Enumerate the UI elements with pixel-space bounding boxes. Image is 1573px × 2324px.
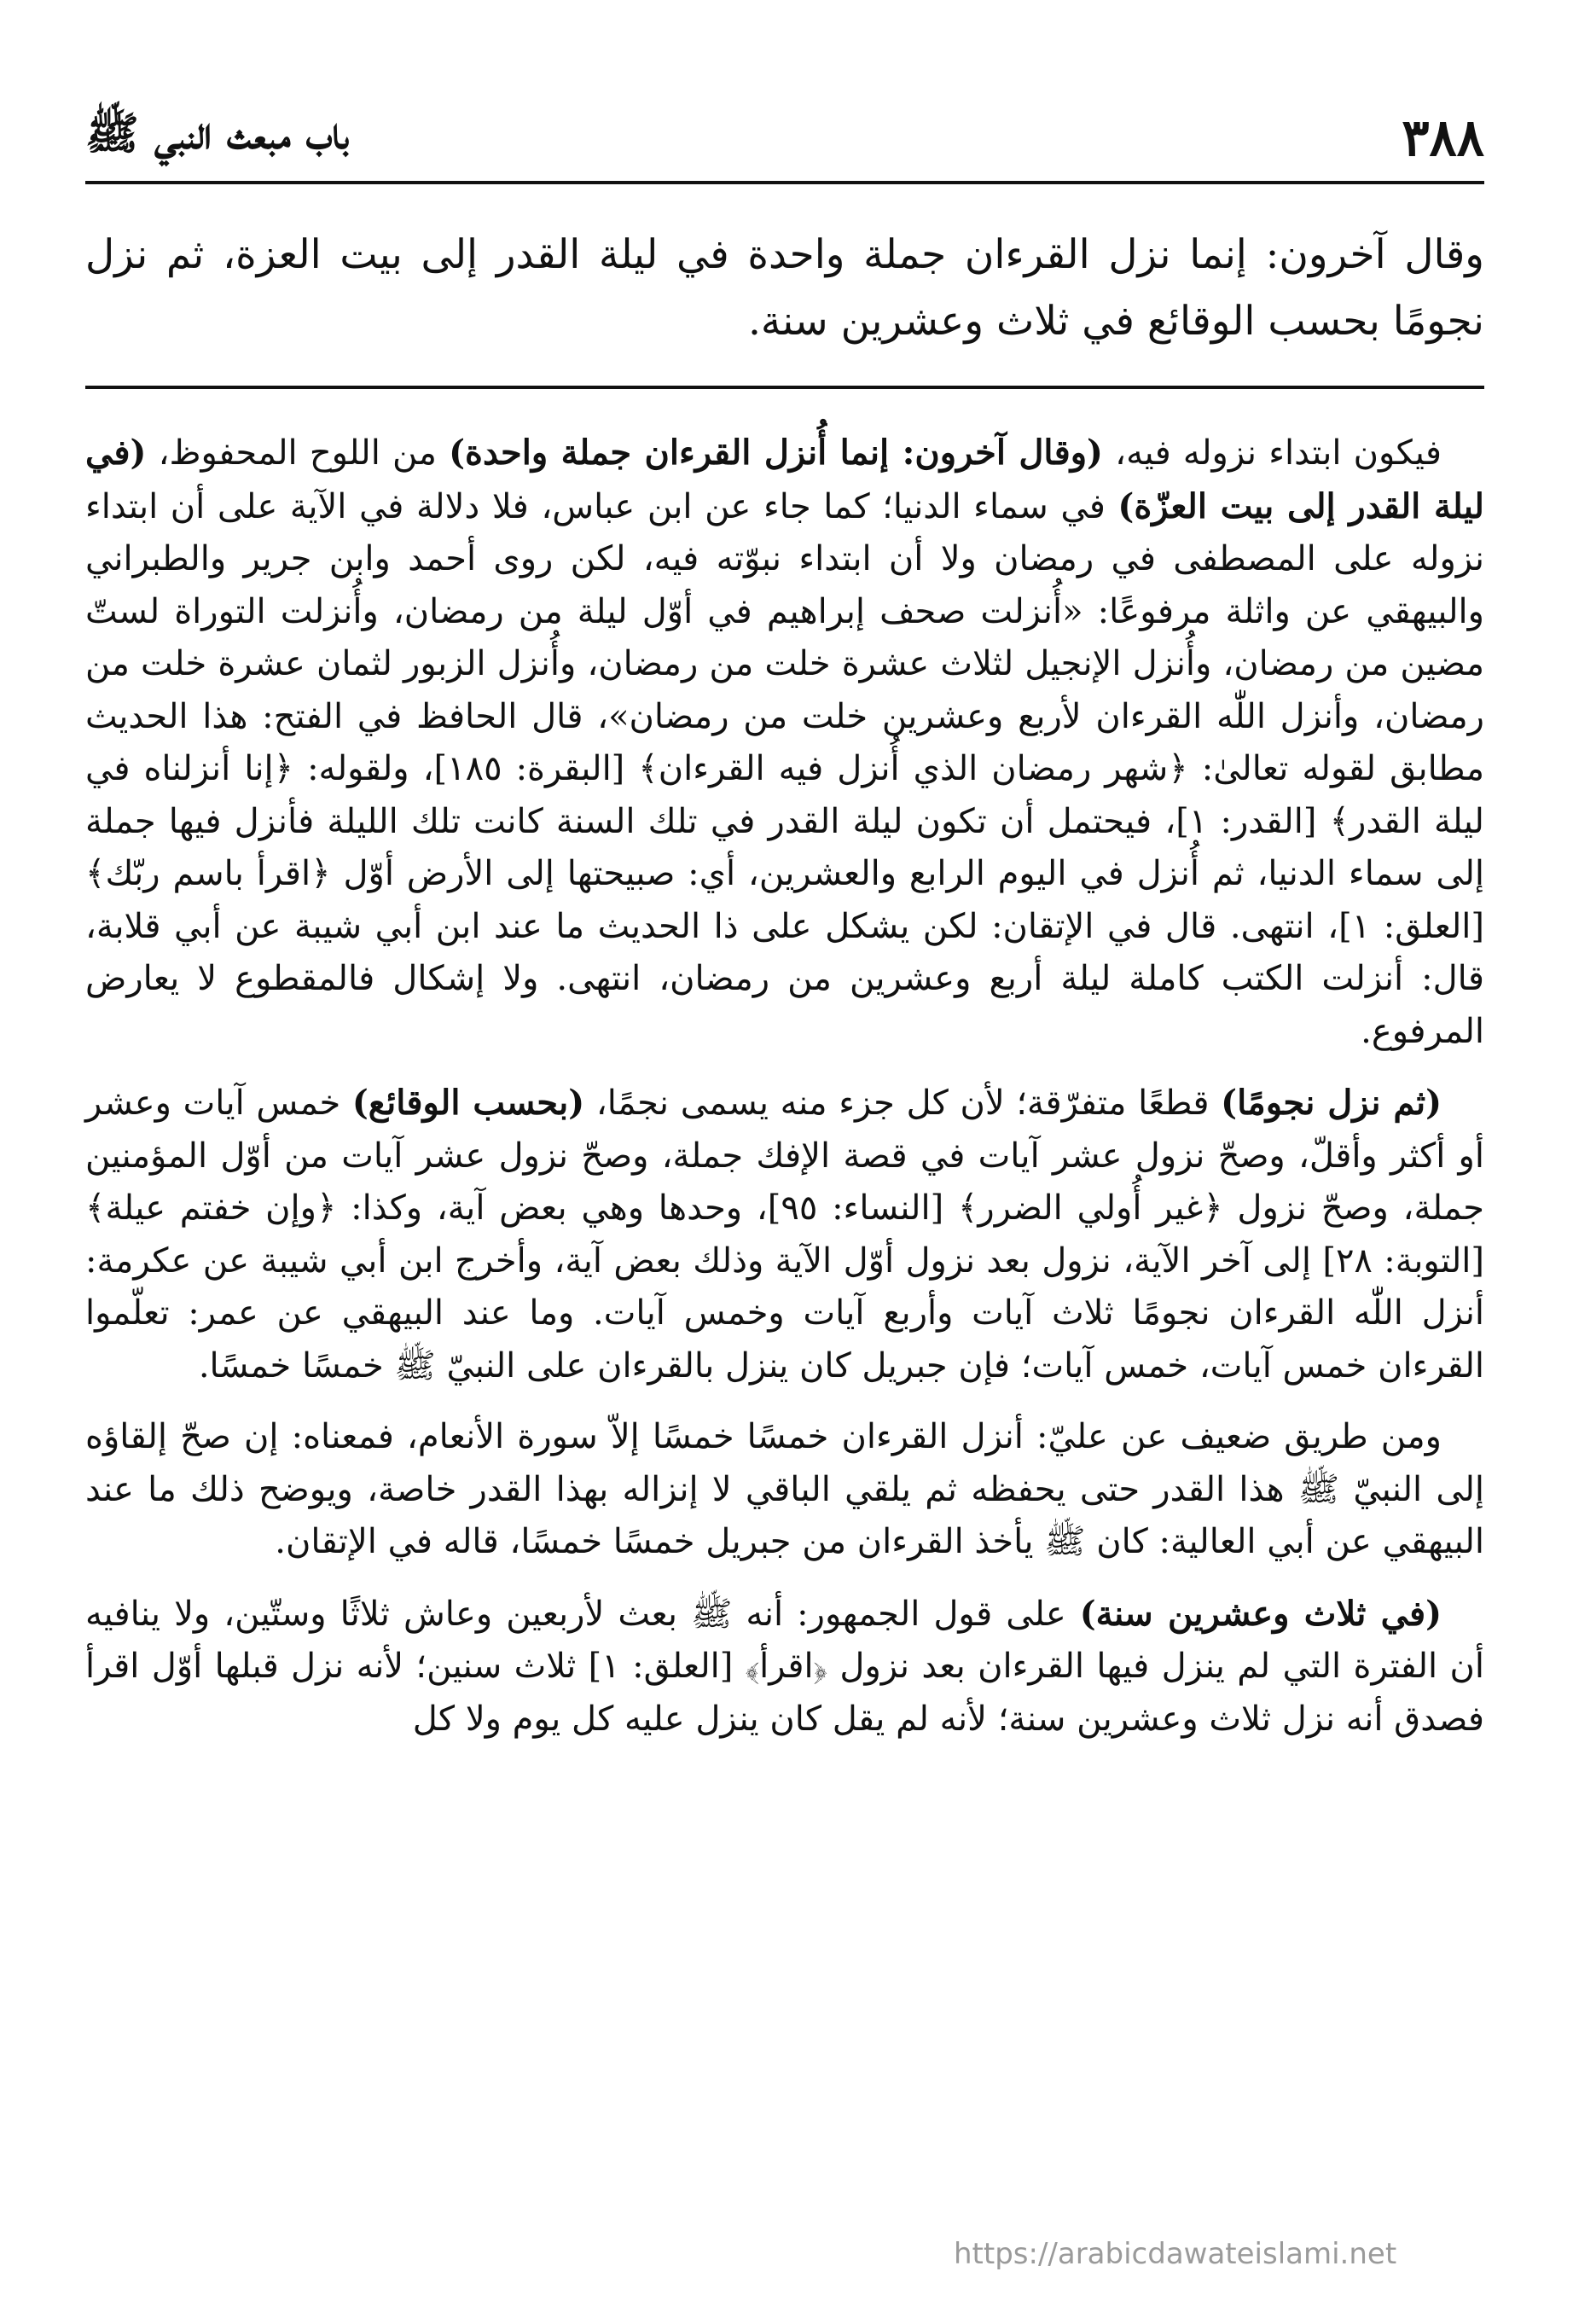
- page-number: ٣٨٨: [1402, 108, 1484, 168]
- commentary-text: من اللوح المحفوظ،: [146, 433, 450, 473]
- commentary: [85, 427, 1484, 1764]
- running-title: باب مبعث النبي ﷺ: [85, 107, 350, 160]
- quoted-matn: (في ثلاث وعشرين سنة): [1079, 1593, 1442, 1634]
- commentary-text: ومن طريق ضعيف عن عليّ: أنزل القرءان خمسًا خمسًا إلاّ سورة الأنعام، فمعناه: إن صحّ إلقاؤه إلى النبيّ ﷺ هذا القدر حتى يحفظه ثم يلقي الباقي لا إنزاله بهذا القدر خاصة، ويوضح ذلك ما عند البيهقي عن أبي العالية: كان ﷺ يأخذ القرءان من جبريل خمسًا خمسًا، قاله في الإتقان.: [85, 1417, 1484, 1561]
- commentary-paragraph-1: [85, 427, 1484, 1058]
- quoted-matn: (بحسب الوقائع): [351, 1083, 585, 1123]
- matn-text: وقال آخرون: إنما نزل القرءان جملة واحدة في ليلة القدر إلى بيت العزة، ثم نزل نجومًا بحسب الوقائع في ثلاث وعشرين سنة.: [85, 231, 1484, 345]
- header-rule: [85, 181, 1484, 184]
- page-header: [85, 96, 1484, 181]
- commentary-text: على قول الجمهور: أنه ﷺ بعث لأربعين وعاش ثلاثًا وستّين، ولا ينافيه أن الفترة التي لم ينزل فيها القرءان بعد نزول ﴿اقرأ﴾ [العلق: ١] ثلاث سنين؛ لأنه نزل قبلها أوّل اقرأ فصدق أنه نزل ثلاث وعشرين سنة؛ لأنه لم يقل كان ينزل عليه كل يوم ولا كل: [85, 1594, 1485, 1739]
- commentary-text: قطعًا متفرّقة؛ لأن كل جزء منه يسمى نجمًا،: [584, 1084, 1222, 1123]
- quoted-matn: (ثم نزل نجومًا): [1221, 1083, 1442, 1123]
- commentary-paragraph-4: [85, 1588, 1484, 1746]
- commentary-text: خمس آيات وعشر أو أكثر وأقلّ، وصحّ نزول عشر آيات في قصة الإفك جملة، وصحّ نزول عشر آيات من أوّل المؤمنين جملة، وصحّ نزول ﴿غير أُولي الضرر﴾ [النساء: ٩٥]، وحدها وهي بعض آية، وكذا: ﴿وإن خفتم عيلة﴾ [التوبة: ٢٨] إلى آخر الآية، نزول بعد نزول أوّل الآية وذلك بعض آية، وأخرج ابن أبي شيبة عن عكرمة: أنزل اللّٰه القرءان نجومًا ثلاث آيات وأربع آيات وخمس آيات. وما عند البيهقي عن عمر: تعلّموا القرءان خمس آيات، خمس آيات؛ فإن جبريل كان ينزل بالقرءان على النبيّ ﷺ خمسًا خمسًا.: [85, 1084, 1484, 1386]
- quoted-matn: (وقال آخرون: إنما أُنزل القرءان جملة واحدة): [449, 433, 1103, 473]
- quoted-matn: (في ليلة القدر إلى بيت العزّة): [85, 433, 1484, 526]
- commentary-paragraph-3: [85, 1411, 1484, 1569]
- watermark: https://arabicdawateislami.net: [954, 2237, 1397, 2271]
- commentary-text: فيكون ابتداء نزوله فيه،: [1102, 433, 1442, 473]
- matn-separator-rule: [85, 386, 1484, 389]
- commentary-text: في سماء الدنيا؛ كما جاء عن ابن عباس، فلا دلالة في الآية على أن ابتداء نزوله على المصطفى في رمضان ولا أن ابتداء نبوّته فيه، لكن روى أحمد وابن جرير والطبراني والبيهقي عن واثلة مرفوعًا: «أُنزلت صحف إبراهيم في أوّل ليلة من رمضان، وأُنزلت التوراة لستّ مضين من رمضان، وأُنزل الإنجيل لثلاث عشرة خلت من رمضان، وأُنزل الزبور لثمان عشرة خلت من رمضان، وأنزل اللّٰه القرءان لأربع وعشرين خلت من رمضان»، قال الحافظ في الفتح: هذا الحديث مطابق لقوله تعالىٰ: ﴿شهر رمضان الذي أُنزل فيه القرءان﴾ [البقرة: ١٨٥]، ولقوله: ﴿إنا أنزلناه في ليلة القدر﴾ [القدر: ١]، فيحتمل أن تكون ليلة القدر في تلك السنة كانت تلك الليلة فأنزل فيها جملة إلى سماء الدنيا، ثم أُنزل في اليوم الرابع والعشرين، أي: صبيحتها إلى الأرض أوّل ﴿اقرأ باسم ربّك﴾ [العلق: ١]، انتهى. قال في الإتقان: لكن يشكل على ذا الحديث ما عند ابن أبي شيبة عن أبي قلابة، قال: أنزلت الكتب كاملة ليلة أربع وعشرين من رمضان، انتهى. ولا إشكال فالمقطوع لا يعارض المرفوع.: [85, 486, 1485, 1051]
- commentary-paragraph-2: [85, 1077, 1484, 1392]
